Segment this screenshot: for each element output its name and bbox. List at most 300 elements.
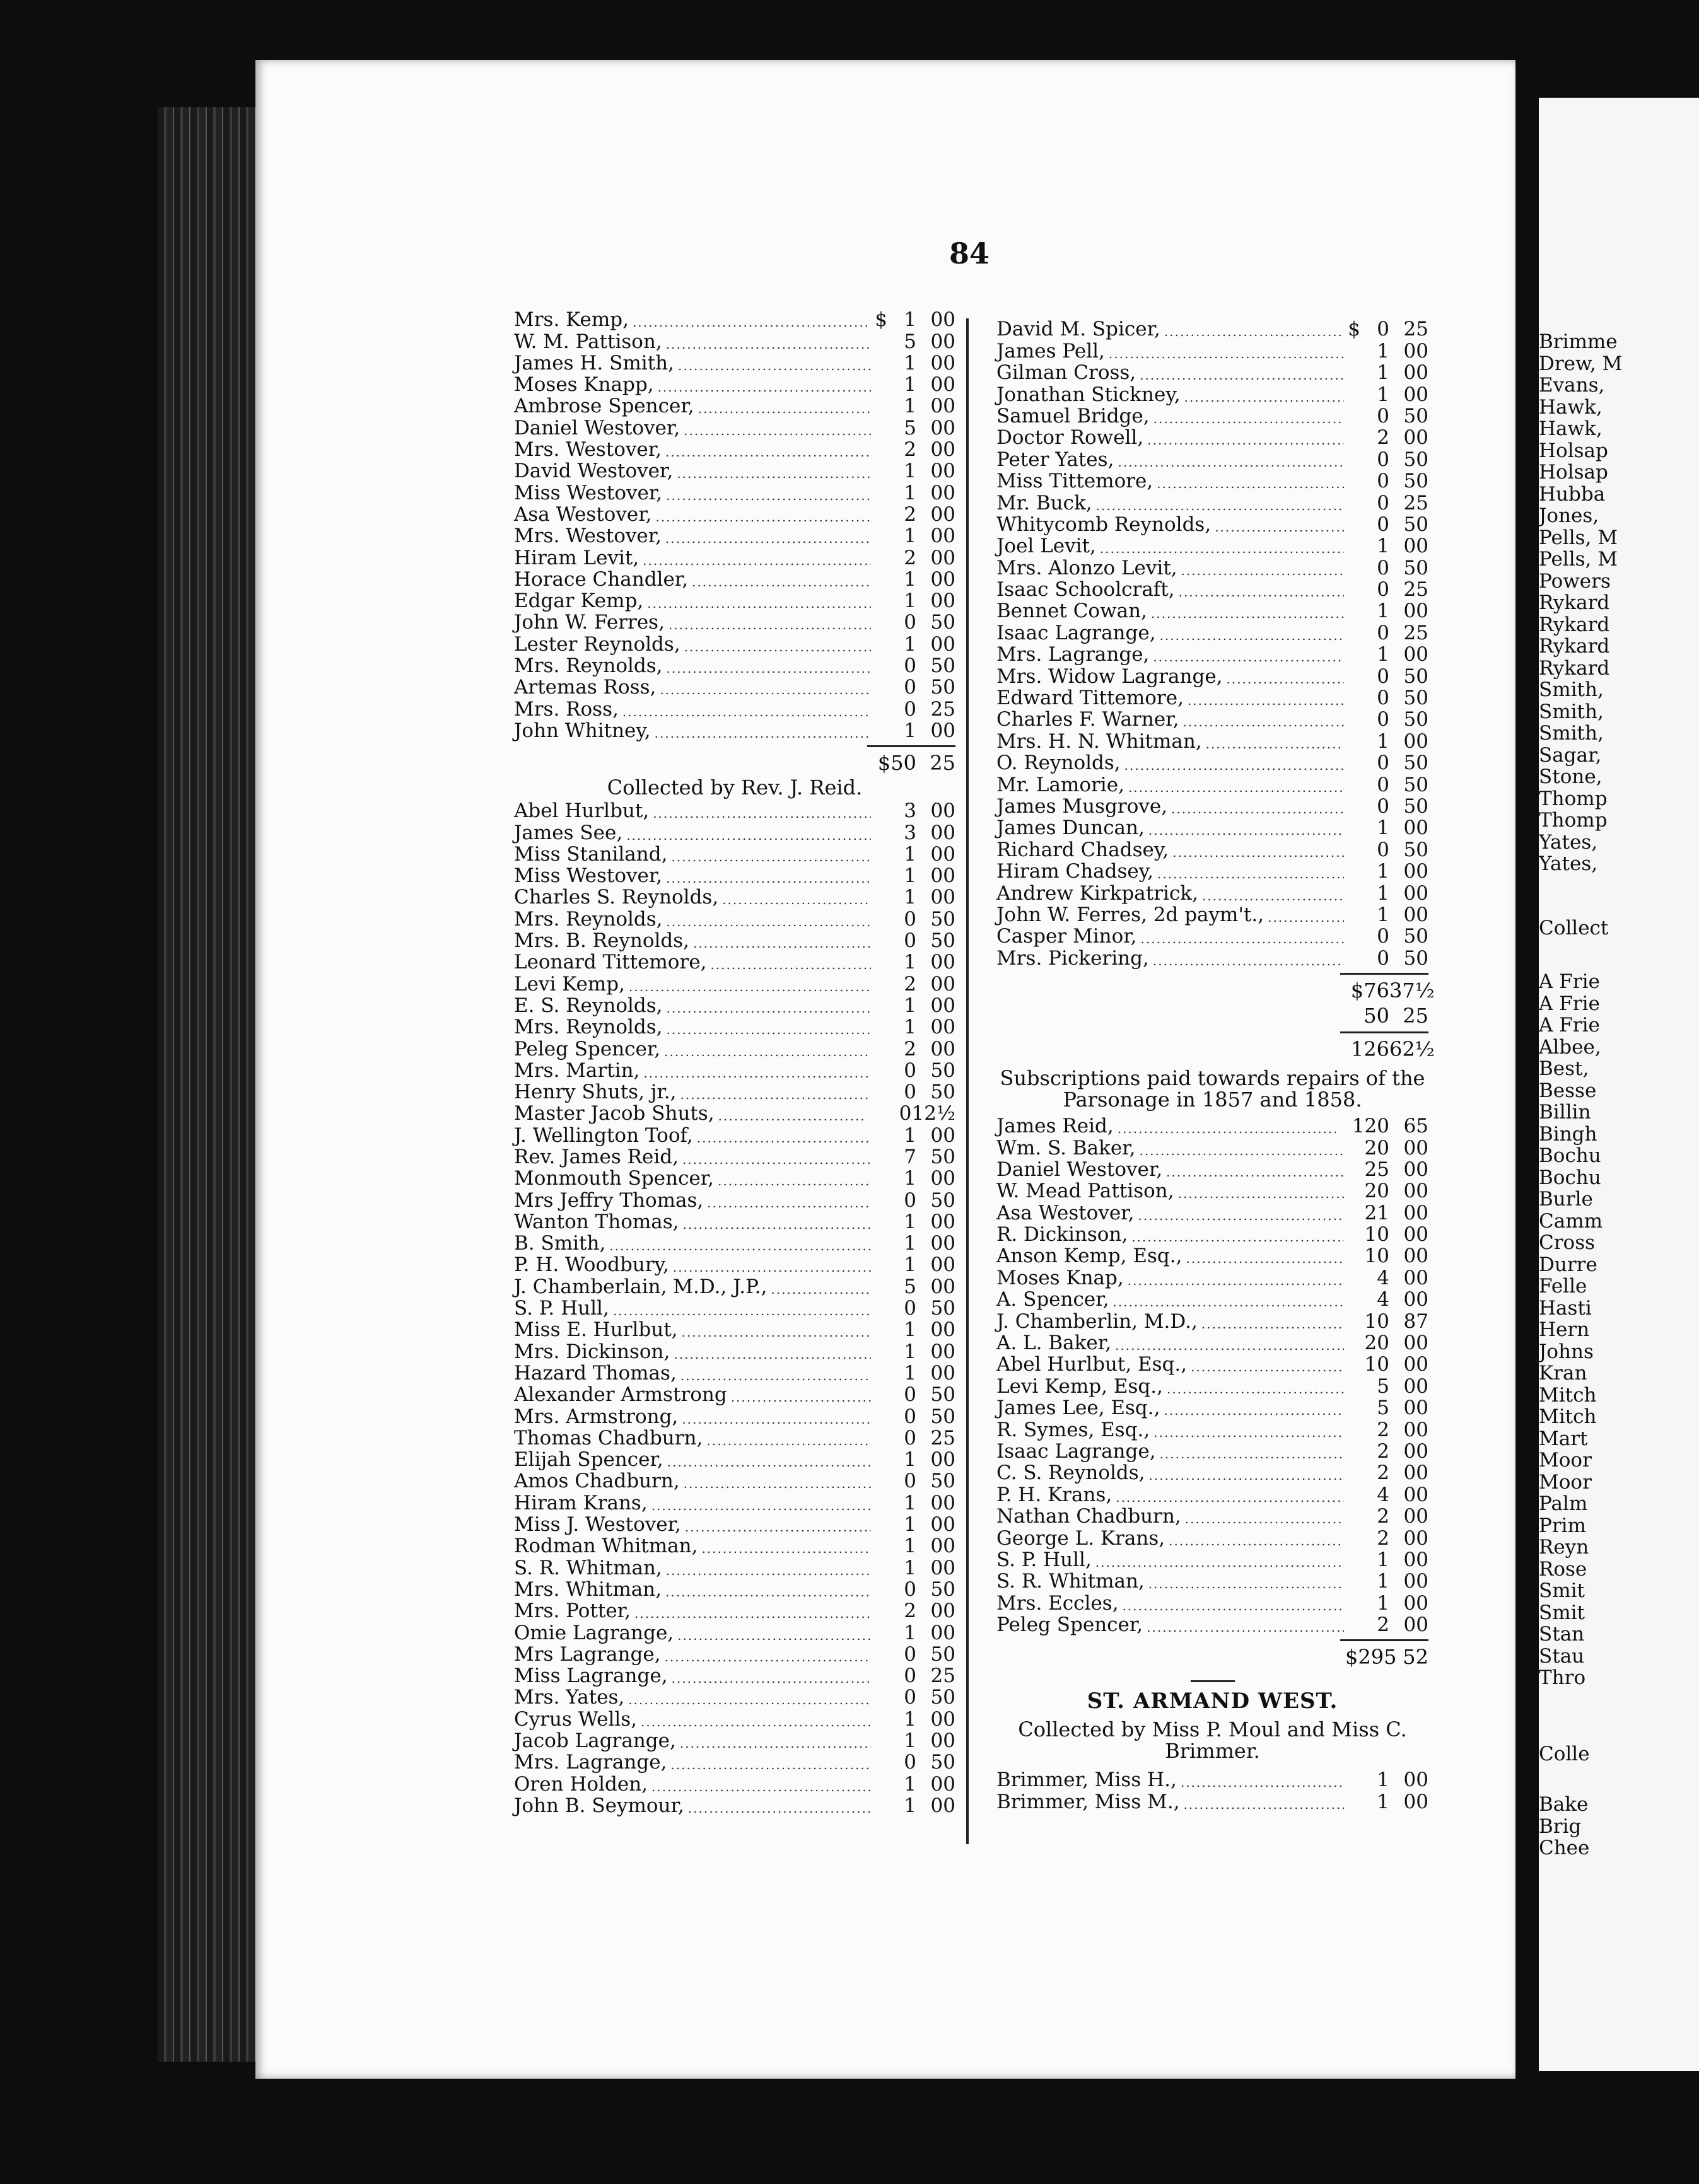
next-page-fragment: Hawk, [1539,395,1603,419]
entry-dollars: 0 [1377,556,1389,579]
entry-cents: 00 [930,330,955,353]
entry-dollars: 0 [904,1577,916,1601]
leader-dots [1215,519,1344,535]
entry-cents: 00 [1403,1180,1428,1203]
entry-dollars: 3 [904,821,916,844]
leader-dots [665,1649,871,1665]
subscription-row [514,1038,955,1059]
entry-cents: 00 [930,546,955,569]
leader-dots [677,1627,871,1644]
subscription-row [514,886,955,908]
next-page-fragment: Johns [1539,1340,1594,1363]
entry-dollars: 0 [904,1426,916,1449]
entry-dollars: 20 [1364,1136,1389,1159]
entry-cents: 00 [1403,1483,1428,1506]
entry-name: S. P. Hull, [996,1548,1092,1571]
next-page-fragment: Thomp [1539,787,1608,810]
entry-dollars: 0 [1377,491,1389,514]
entry-cents: 00 [1403,1790,1428,1813]
next-page-fragment: Bingh [1539,1122,1597,1146]
subscription-row [996,340,1428,361]
next-page-fragment: Mitch [1539,1405,1597,1428]
entry-dollars: 0 [904,1405,916,1428]
entry-cents: 00 [1403,426,1428,450]
entry-dollars: 7 [904,1145,916,1168]
leader-dots [665,1584,871,1600]
leader-dots [672,1670,871,1687]
subscription-row [996,427,1428,448]
leader-dots [1116,1489,1344,1506]
leader-dots [1140,367,1344,383]
leader-dots [1186,1250,1344,1267]
next-page-fragment: Mitch [1539,1383,1597,1407]
leader-dots [643,552,871,569]
subscription-row [514,930,955,951]
subscription-row [514,1103,955,1124]
entry-cents: 50 [930,1383,955,1407]
entry-cents: 00 [930,821,955,844]
next-page-fragment: Felle [1539,1275,1587,1298]
entry-name: Daniel Westover, [514,416,680,439]
section-heading: Subscriptions paid towards repairs of the Parsonage in 1857 and 1858. [1000,1066,1425,1112]
entry-cents: 50 [930,611,955,634]
leader-dots [1157,475,1344,492]
subscription-row [514,822,955,843]
entry-cents: 00 [930,1275,955,1298]
entry-name: Thomas Chadburn, [514,1426,703,1449]
entry-cents: 25 [930,1426,955,1449]
leader-dots [707,1195,871,1211]
next-page-fragment: Thro [1539,1666,1586,1689]
entry-dollars: 1 [904,1535,916,1558]
entry-dollars: 1 [904,1253,916,1277]
leader-dots [651,1497,871,1514]
entry-cents: 25 [1403,578,1428,601]
entry-dollars: 1 [1377,1790,1389,1813]
next-page-fragment: Drew, M [1539,352,1623,375]
entry-dollars: 1 [904,1016,916,1039]
leader-dots [684,1475,871,1492]
entry-cents: 00 [1403,1439,1428,1463]
entry-name: Nathan Chadburn, [996,1505,1181,1528]
entry-name: Andrew Kirkpatrick, [996,881,1198,905]
next-page-fragment: Brig [1539,1815,1582,1838]
next-page-fragment: Hasti [1539,1296,1592,1320]
entry-name: Moses Knap, [996,1266,1124,1289]
entry-dollars: 21 [1364,1201,1389,1224]
subscription-row [996,1332,1428,1354]
entry-name: R. Symes, Esq., [996,1418,1150,1441]
leader-dots [1171,801,1344,817]
next-page-fragment: Rykard [1539,635,1610,658]
entry-dollars: 1 [904,1707,916,1731]
subscription-row [514,547,955,568]
entry-name: Mrs. Martin, [514,1059,640,1082]
entry-dollars: 5 [1377,1397,1389,1420]
leader-dots [682,1411,871,1427]
subscription-row [514,1016,955,1038]
entry-cents: 25 [1403,621,1428,644]
next-page-fragment: Holsap [1539,461,1608,484]
leader-dots [1268,909,1344,926]
leader-dots [682,1151,871,1168]
entry-dollars: 10 [1364,1245,1389,1268]
leader-dots [711,956,872,973]
entry-cents: 50 [1403,513,1428,536]
entry-dollars: 20 [1364,1180,1389,1203]
entry-name: Henry Shuts, jr., [514,1081,677,1104]
subscription-row [996,1245,1428,1267]
entry-dollars: 1 [904,351,916,375]
leader-dots [682,1324,871,1340]
entry-name: Miss Tittemore, [996,470,1153,493]
entry-name: Moses Knapp, [514,373,654,397]
entry-name: Isaac Schoolcraft, [996,578,1175,601]
entry-name: Abel Hurlbut, Esq., [996,1353,1188,1376]
next-page-fragment: A Frie [1539,970,1600,993]
subscription-row [996,796,1428,817]
leader-dots [688,1800,871,1816]
next-page-fragment: A Frie [1539,1014,1600,1037]
entry-name: Asa Westover, [514,502,652,526]
leader-dots [684,639,871,655]
entry-name: Ambrose Spencer, [514,395,694,418]
entry-name: Wanton Thomas, [514,1210,679,1233]
next-page-fragment: Prim [1539,1514,1586,1537]
leader-dots [692,574,871,590]
entry-name: Peter Yates, [996,448,1114,471]
entry-cents: 00 [1403,903,1428,926]
subscription-row [514,1319,955,1340]
subscription-row [996,470,1428,492]
leader-dots [1112,1294,1344,1310]
entry-cents: 00 [1403,881,1428,905]
subscription-row [514,1211,955,1233]
leader-dots [718,1108,867,1124]
subscription-row [514,655,955,677]
entry-cents: 50 [930,1642,955,1666]
next-page-fragment: Moor [1539,1449,1592,1472]
subscription-row [996,1375,1428,1397]
subscription-row [514,1751,955,1773]
leader-dots [1118,454,1344,470]
entry-cents: 00 [930,1253,955,1277]
entry-name: P. H. Krans, [996,1483,1112,1506]
entry-name: Miss Staniland, [514,842,668,866]
entry-cents: 50 [1403,794,1428,818]
entry-name: A. L. Baker, [996,1332,1112,1355]
subscription-row [514,1168,955,1189]
next-page-block [1539,917,1608,939]
entry-dollars: 1 [1377,1591,1389,1615]
entry-dollars: 4 [1377,1266,1389,1289]
leader-dots [1149,1467,1344,1484]
entry-dollars: 1 [904,1729,916,1752]
entry-cents: 50 [930,1297,955,1320]
entry-dollars: 2 [1377,1461,1389,1485]
entry-cents: 00 [930,972,955,996]
entry-dollars: 1 [904,1340,916,1363]
entry-dollars: 1 [1377,643,1389,666]
entry-dollars: 0 [1377,665,1389,688]
page-number: 84 [949,236,990,270]
leader-dots [1128,779,1344,796]
subscription-row [514,1405,955,1427]
subscription-row [514,1600,955,1622]
leader-dots [664,1043,871,1060]
entry-name: Brimmer, Miss M., [996,1790,1180,1813]
entry-name: Peleg Spencer, [514,1037,661,1060]
entry-name: W. Mead Pattison, [996,1180,1174,1203]
section-total [996,1644,1428,1669]
subscription-row [996,947,1428,968]
entry-name: Mrs. Alonzo Levit, [996,556,1177,579]
subscription-row [514,1708,955,1729]
entry-cents: 00 [930,864,955,888]
entry-name: Mrs. Potter, [514,1600,631,1623]
leader-dots [651,1779,871,1795]
entry-dollars: 2 [1377,1505,1389,1528]
entry-cents: 00 [1403,600,1428,623]
subscription-row [996,1769,1428,1791]
collector-heading: Collected by Miss P. Moul and Miss C. Brimmer. [1018,1717,1407,1763]
entry-name: Miss Westover, [514,481,663,504]
leader-dots [641,1714,871,1730]
subscription-row [996,1506,1428,1527]
dollar-sign: $ [875,308,887,332]
entry-dollars: 1 [904,1361,916,1385]
entry-name: Abel Hurlbut, [514,799,650,823]
next-page-fragment: Billin [1539,1101,1591,1124]
entry-cents: 50 [1403,556,1428,579]
next-page-fragment: Collect [1539,917,1609,939]
entry-name: Charles F. Warner, [996,708,1179,731]
entry-cents: 00 [930,308,955,332]
entry-cents: 00 [930,1513,955,1536]
leader-dots [658,379,871,395]
entry-cents: 25 [930,1664,955,1688]
entry-dollars: 1 [1377,1769,1389,1792]
leader-dots [1169,1533,1344,1549]
entry-name: Hiram Krans, [514,1491,648,1514]
entry-cents: 00 [1403,383,1428,406]
total-cents: 25 [930,750,955,775]
leader-dots [1206,736,1344,752]
entry-cents: 00 [930,351,955,375]
entry-cents: 00 [1403,860,1428,883]
leader-dots [643,1065,871,1081]
next-page-block [1539,1743,1590,1765]
entry-cents: 00 [930,886,955,909]
entry-dollars: 1 [1377,600,1389,623]
entry-dollars: 1 [1377,383,1389,406]
leader-dots [1157,866,1344,882]
entry-name: Jacob Lagrange, [514,1729,676,1752]
entry-dollars: 0 [1377,752,1389,775]
entry-name: J. Chamberlain, M.D., J.P., [514,1275,768,1298]
leader-dots [1167,1381,1344,1397]
entry-name: Asa Westover, [996,1201,1135,1224]
entry-cents: 00 [930,525,955,548]
leader-dots [680,1086,871,1103]
entry-name: R. Dickinson, [996,1223,1128,1246]
entry-name: Mrs Lagrange, [514,1642,661,1666]
entry-dollars: 1 [1377,729,1389,753]
subscription-row [514,460,955,482]
subscription-row [514,590,955,612]
entry-dollars: 0 [1377,448,1389,471]
leader-dots [678,357,871,374]
leader-dots [634,1605,871,1622]
leader-dots [1109,346,1344,362]
leader-dots [1153,953,1344,969]
leader-dots [706,1432,871,1449]
next-page-fragment: Stone, [1539,765,1603,788]
entry-dollars: 1 [904,308,916,332]
entry-cents: 00 [930,416,955,439]
next-page-fragment: Rykard [1539,613,1610,636]
subscription-row [996,1310,1428,1332]
subscription-row [996,1462,1428,1484]
entry-cents: 00 [1403,643,1428,666]
leader-dots [698,400,871,417]
entry-cents: 00 [1403,1548,1428,1571]
next-page-fragment: Moor [1539,1470,1592,1494]
entry-cents: 00 [930,373,955,397]
entry-cents: 00 [1403,1374,1428,1398]
entry-cents: 00 [1403,1505,1428,1528]
entry-name: Hiram Chadsey, [996,860,1154,883]
subscription-row [996,665,1428,687]
entry-cents: 00 [930,567,955,591]
entry-cents: 50 [1403,773,1428,796]
next-page-block [1539,971,1603,1689]
entry-dollars: 1 [904,994,916,1017]
entry-dollars: 1 [1377,1570,1389,1593]
entry-cents: 00 [930,1167,955,1190]
next-page-fragment: Hawk, [1539,417,1603,440]
entry-cents: 00 [1403,1570,1428,1593]
entry-cents: 12½ [911,1102,955,1125]
subscription-row [996,492,1428,513]
leader-dots [718,1173,871,1189]
entry-dollars: 5 [1377,1374,1389,1398]
leader-dots [673,1259,871,1275]
entry-dollars: 1 [904,1772,916,1796]
leader-dots [1179,584,1344,600]
grand-total [996,1036,1435,1061]
entry-dollars: 2 [1377,426,1389,450]
entry-name: Mrs. Westover, [514,525,662,548]
subscription-row [514,1579,955,1600]
entry-cents: 00 [930,1600,955,1623]
subscription-row [514,1730,955,1751]
entry-cents: 00 [930,1232,955,1255]
entry-name: Artemas Ross, [514,676,657,699]
entry-dollars: 2 [904,1600,916,1623]
next-page-fragment: Burle [1539,1188,1593,1211]
entry-dollars: 0 [904,697,916,721]
subscription-row [514,1470,955,1492]
entry-dollars: 1 [904,719,916,742]
next-page-fragment: Besse [1539,1079,1597,1102]
entry-dollars: 1 [904,632,916,656]
entry-cents: 00 [1403,1201,1428,1224]
subscription-row [996,383,1428,405]
entry-cents: 00 [1403,816,1428,840]
subscription-row [996,774,1428,795]
entry-name: Gilman Cross, [996,361,1136,385]
entry-cents: 00 [930,481,955,504]
subscription-row [514,395,955,417]
entry-name: Wm. S. Baker, [996,1136,1136,1159]
entry-cents: 50 [1403,752,1428,775]
entry-name: Mrs. Dickinson, [514,1340,670,1363]
entry-name: Miss E. Hurlbut, [514,1318,678,1342]
entry-name: Joel Levit, [996,535,1096,558]
entry-dollars: 0 [1377,621,1389,644]
entry-cents: 00 [930,1491,955,1514]
leader-dots [1148,822,1344,839]
entry-dollars: 1 [904,1794,916,1817]
entry-dollars: 0 [904,1188,916,1212]
entry-name: Casper Minor, [996,925,1137,948]
entry-dollars: 0 [904,654,916,678]
subscription-row [996,318,1428,340]
entry-name: Rodman Whitman, [514,1535,698,1558]
sum-rule [1340,973,1428,975]
next-page-fragment: Chee [1539,1837,1590,1859]
subscription-row [514,439,955,460]
entry-cents: 00 [1403,1332,1428,1355]
entry-dollars: 2 [1377,1526,1389,1550]
left-column [514,309,955,1816]
entry-name: Omie Lagrange, [514,1621,674,1644]
leader-dots [667,1021,871,1038]
entry-name: O. Reynolds, [996,752,1121,775]
subscription-row [514,1340,955,1362]
leader-dots [1128,1272,1344,1289]
entry-dollars: 0 [904,1686,916,1709]
entry-dollars: 0 [1377,946,1389,970]
subscription-row [514,417,955,438]
entry-dollars: 10 [1364,1353,1389,1376]
next-page-fragment: Colle [1539,1743,1590,1765]
entry-name: Isaac Lagrange, [996,1439,1156,1463]
entry-cents: 00 [1403,361,1428,385]
leader-dots [1201,1316,1344,1332]
next-page-fragment: Smith, [1539,722,1604,745]
leader-dots [683,1216,871,1233]
entry-cents: 50 [1403,448,1428,471]
entry-cents: 50 [1403,708,1428,731]
sum-rule [867,745,955,747]
dollar-sign: $ [1348,318,1360,341]
total-dollars: 126 [1350,1037,1389,1061]
entry-dollars: 5 [904,416,916,439]
subscription-row [996,1397,1428,1419]
next-page-fragment: Mart [1539,1427,1588,1450]
entry-dollars: 1 [904,1318,916,1342]
entry-name: Levi Kemp, Esq., [996,1374,1163,1398]
entry-name: Mrs. Pickering, [996,946,1149,970]
entry-dollars: 1 [1377,535,1389,558]
entry-dollars: 1 [904,1448,916,1472]
leader-dots [666,336,871,352]
subscription-row [514,1427,955,1449]
entry-name: J. Chamberlin, M.D., [996,1310,1198,1333]
entry-cents: 50 [1403,925,1428,948]
